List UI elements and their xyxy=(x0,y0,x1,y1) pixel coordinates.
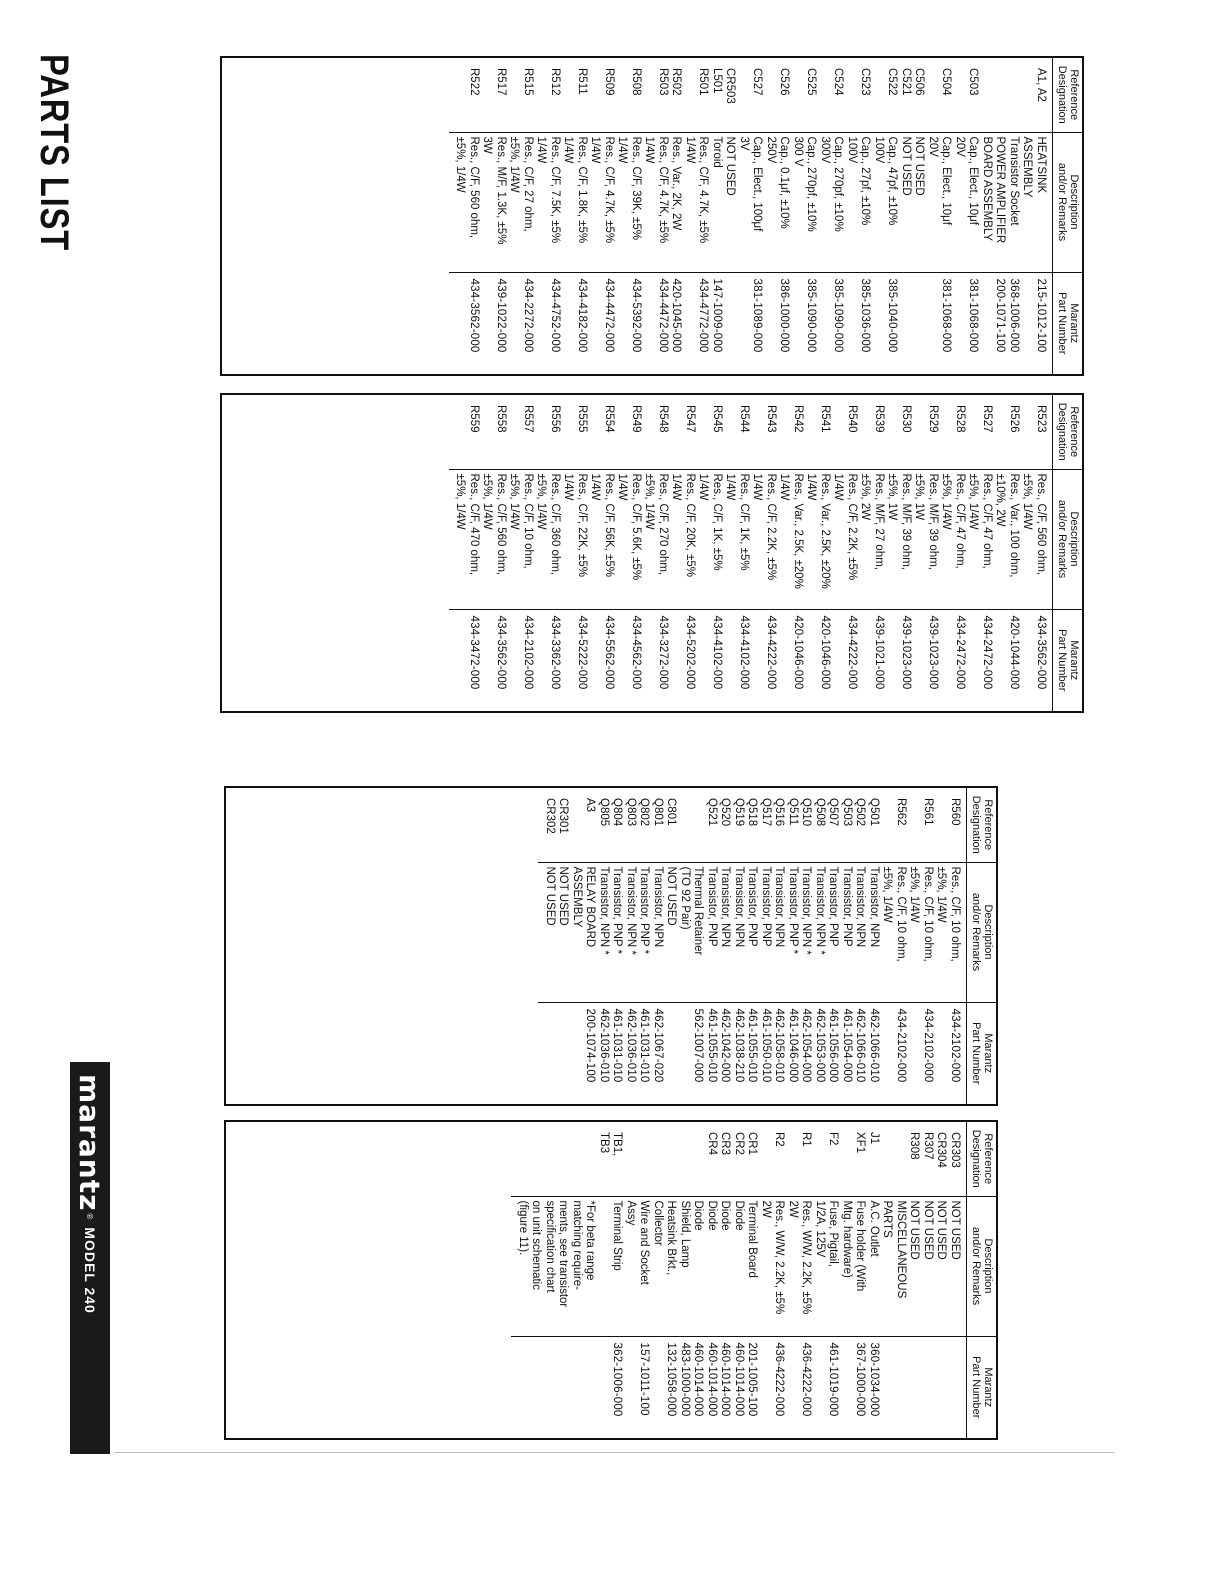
desc-cell: Res., C/F, 10 ohm, ±5%, 1/4W xyxy=(507,469,534,609)
part-number-cell: 381-1089-000 xyxy=(737,272,764,374)
desc-cell: Cap., 0.1μf, ±10% 250V xyxy=(764,132,791,272)
ref-cell: R549 xyxy=(630,405,642,433)
ref-cell: C521 C522 xyxy=(886,68,912,96)
part-number-cell: 157-1011-100 xyxy=(624,1336,651,1438)
part-number-cell: 385-1036-000 xyxy=(845,272,872,374)
header-desc: Description and/or Remarks xyxy=(1053,469,1083,609)
part-number-cell: 439-1021-000 xyxy=(858,609,885,711)
parts-row xyxy=(678,788,705,1104)
part-number-cell: 434-5392-000 xyxy=(615,272,642,374)
ref-cell: R560 xyxy=(949,798,961,826)
part-number-cell: 434-4182-000 xyxy=(561,272,588,374)
parts-row xyxy=(764,58,791,374)
parts-row xyxy=(480,58,507,374)
part-number-cell: 434-3562-000 xyxy=(449,272,480,374)
desc-cell: Shield, Lamp Heatsink Brkt., Collector xyxy=(651,1196,692,1336)
parts-row xyxy=(1020,395,1053,711)
part-number-cell xyxy=(512,1336,597,1438)
ref-cell xyxy=(624,1122,651,1196)
ref-cell: R509 xyxy=(603,68,615,96)
desc-cell: Res., C/F, 4.7K, ±5% 1/4W xyxy=(588,132,615,272)
parts-row xyxy=(907,1122,967,1438)
desc-cell: Wire and Socket Assy xyxy=(624,1196,651,1336)
ref-cell: Q501 Q502 Q503 Q507 Q508 Q510 Q511 Q516 Q517 Q518 Q519 Q520 Q521 xyxy=(706,798,880,827)
parts-row xyxy=(845,58,872,374)
ref-cell: R544 xyxy=(738,405,750,433)
desc-cell: Cap., Elect., 10μf 20V xyxy=(953,132,980,272)
ref-cell: TB1, TB3 xyxy=(598,1132,624,1157)
parts-table-1 xyxy=(220,56,1084,376)
desc-cell: Res., W/W, 2.2K, ±5% 2W xyxy=(786,1196,813,1336)
parts-row xyxy=(993,395,1020,711)
ref-cell: R501 xyxy=(697,68,710,96)
parts-row xyxy=(642,395,669,711)
ref-cell: C504 xyxy=(940,68,953,96)
ref-cell: R556 xyxy=(549,405,561,433)
brand-logo: marantz xyxy=(73,1074,107,1212)
desc-cell: Res., C/F, 27 ohm, ±5%, 1/4W xyxy=(507,132,534,272)
brand-banner xyxy=(70,1062,110,1454)
desc-cell: Res., C/F, 2.2K, ±5% 1/4W xyxy=(831,469,858,609)
part-number-cell: 434-2102-000 xyxy=(507,609,534,711)
part-number-cell: 436-4222-000 xyxy=(759,1336,786,1438)
parts-row xyxy=(926,58,953,374)
parts-row xyxy=(1020,58,1053,374)
ref-cell: R545 xyxy=(711,405,723,433)
ref-cell xyxy=(512,1122,597,1196)
desc-cell: Res., C/F, 2.2K, ±5% 1/4W xyxy=(750,469,777,609)
ref-cell: C527 xyxy=(751,68,764,96)
desc-cell: NOT USED Transistor, NPN Transistor, PNP * Transistor, NPN * Transistor, PNP * Transistor, NPN * RELAY BOARD ASSEMBLY xyxy=(570,862,678,1002)
parts-row xyxy=(651,1122,692,1438)
desc-cell: Res., C/F, 56K, ±5% 1/4W xyxy=(588,469,615,609)
part-number-cell: 434-2272-000 xyxy=(507,272,534,374)
ref-cell: R1 xyxy=(800,1132,813,1147)
ref-cell: R528 xyxy=(954,405,966,433)
parts-row xyxy=(750,395,777,711)
part-number-cell: 434-3362-000 xyxy=(534,609,561,711)
ref-cell xyxy=(980,58,1007,132)
parts-row xyxy=(683,58,710,374)
part-number-cell: 434-4562-000 xyxy=(615,609,642,711)
parts-row xyxy=(570,788,678,1104)
desc-cell: Res., C/F, 22K, ±5% 1/4W xyxy=(561,469,588,609)
model-label: MODEL 240 xyxy=(82,1227,98,1314)
parts-row xyxy=(669,395,696,711)
part-number-cell: 439-1023-000 xyxy=(912,609,939,711)
parts-row xyxy=(880,1122,907,1438)
header-ref: Reference Designation xyxy=(967,1122,997,1196)
page-rule xyxy=(114,1452,1114,1453)
header-pn: Marantz Part Number xyxy=(967,1336,997,1438)
ref-cell: R522 xyxy=(468,68,480,96)
header-ref: Reference Designation xyxy=(1053,395,1083,469)
part-number-cell: 434-3472-000 xyxy=(449,609,480,711)
parts-row xyxy=(953,58,980,374)
header-desc: Description and/or Remarks xyxy=(967,862,997,1002)
desc-cell: Res., C/F, 560 ohm, ±5%, 1/4W xyxy=(449,132,480,272)
desc-cell: NOT USED Toroid xyxy=(710,132,737,272)
parts-row xyxy=(624,1122,651,1438)
desc-cell: Res., C/F, 5.6K, ±5% 1/4W xyxy=(615,469,642,609)
desc-cell: Transistor Socket xyxy=(1007,132,1021,272)
part-number-cell: 434-3562-000 xyxy=(480,609,507,711)
parts-row xyxy=(449,395,480,711)
part-number-cell xyxy=(539,1002,570,1104)
desc-cell: Res., C/F, 10 ohm, ±5%, 1/4W xyxy=(934,862,967,1002)
parts-row xyxy=(1007,58,1021,374)
part-number-cell: 461-1019-000 xyxy=(813,1336,840,1438)
desc-cell: Thermal Retainer (TO 92 Pair) xyxy=(678,862,705,1002)
part-number-cell: 434-3272-000 xyxy=(642,609,669,711)
desc-cell: Fuse, Pigtail, 1/2A, 125V xyxy=(813,1196,840,1336)
header-desc: Description and/or Remarks xyxy=(1053,132,1083,272)
part-number-cell: 385-1040-000 xyxy=(872,272,913,374)
ref-cell: R517 xyxy=(495,68,507,96)
desc-cell: NOT USED NOT USED NOT USED NOT USED xyxy=(907,1196,967,1336)
part-number-cell: 434-2472-000 xyxy=(966,609,993,711)
ref-cell: R508 xyxy=(630,68,642,96)
desc-cell: Res., C/F, 39K, ±5% 1/4W xyxy=(615,132,642,272)
ref-cell: R2 xyxy=(773,1132,786,1147)
part-number-cell: 434-4472-000 xyxy=(588,272,615,374)
desc-cell: Res., C/F, 47 ohm, ±5%, 1/4W xyxy=(966,469,993,609)
desc-cell: Cap., 270pf, ±10% 300 V xyxy=(791,132,818,272)
ref-cell: R526 xyxy=(1008,405,1020,433)
ref-cell: C525 xyxy=(805,68,818,96)
desc-cell: Res., C/F, 270 ohm, ±5%, 1/4W xyxy=(642,469,669,609)
part-number-cell: 386-1000-000 xyxy=(764,272,791,374)
desc-cell: Res., C/F, 1K, ±5% 1/4W xyxy=(723,469,750,609)
desc-cell: Cap., 27pf, ±10% 100V xyxy=(845,132,872,272)
part-number-cell: 147-1009-000 xyxy=(710,272,737,374)
desc-cell: MISCELLANEOUS PARTS xyxy=(880,1196,907,1336)
parts-row xyxy=(934,788,967,1104)
desc-cell: Res., C/F, 10 ohm, ±5%, 1/4W xyxy=(880,862,907,1002)
ref-cell: C524 xyxy=(832,68,845,96)
part-number-cell: 439-1023-000 xyxy=(885,609,912,711)
desc-cell: Res., C/F, 1.8K, ±5% 1/4W xyxy=(561,132,588,272)
ref-cell: A1, A2 xyxy=(1035,68,1047,102)
header-ref: Reference Designation xyxy=(1053,58,1083,132)
ref-cell: R554 xyxy=(603,405,615,433)
desc-cell: Res., C/F, 47 ohm, ±5%, 1/4W xyxy=(939,469,966,609)
part-number-cell: 434-4222-000 xyxy=(750,609,777,711)
part-number-cell: 362-1006-000 xyxy=(597,1336,624,1438)
desc-cell: A.C. Outlet Fuse holder (With Mtg. hardware) xyxy=(840,1196,881,1336)
parts-row xyxy=(597,1122,624,1438)
parts-row xyxy=(912,58,926,374)
parts-row xyxy=(642,58,683,374)
parts-row xyxy=(507,58,534,374)
part-number-cell: 434-2102-000 xyxy=(880,1002,907,1104)
parts-table-3 xyxy=(224,786,998,1106)
ref-cell xyxy=(880,1122,907,1196)
header-desc: Description and/or Remarks xyxy=(967,1196,997,1336)
parts-row xyxy=(615,58,642,374)
ref-cell: J1 XF1 xyxy=(854,1132,880,1154)
ref-cell: R541 xyxy=(819,405,831,433)
part-number-cell: 434-4752-000 xyxy=(534,272,561,374)
desc-cell: Cap., Elect., 10μf 20V xyxy=(926,132,953,272)
parts-row xyxy=(691,1122,759,1438)
parts-row xyxy=(561,395,588,711)
ref-cell: R515 xyxy=(522,68,534,96)
desc-cell: Res., W/W, 2.2K, ±5% 2W xyxy=(759,1196,786,1336)
desc-cell: NOT USED Cap., 47pf, ±10% 100V xyxy=(872,132,913,272)
ref-cell: R523 xyxy=(1035,405,1047,433)
desc-cell: Res., Var., 2K, 2W Res., C/F, 4.7K, ±5% 1/4W xyxy=(642,132,683,272)
desc-cell: Cap., Elect., 100μf 3V xyxy=(737,132,764,272)
ref-cell: CR503 L501 xyxy=(711,68,737,104)
ref-cell: R530 xyxy=(900,405,912,433)
ref-cell: C503 xyxy=(967,68,980,96)
ref-cell xyxy=(651,1122,692,1196)
ref-cell: CR1 CR2 CR3 CR4 xyxy=(706,1132,759,1156)
ref-cell: R559 xyxy=(468,405,480,433)
part-number-cell: 420-1046-000 xyxy=(804,609,831,711)
parts-row xyxy=(840,1122,881,1438)
part-number-cell: 385-1090-000 xyxy=(791,272,818,374)
part-number-cell: 434-4102-000 xyxy=(696,609,723,711)
parts-table-4 xyxy=(224,1120,998,1440)
ref-cell: R512 xyxy=(549,68,561,96)
part-number-cell: 434-5202-000 xyxy=(669,609,696,711)
part-number-cell: 483-1000-000 132-1058-000 xyxy=(651,1336,692,1438)
ref-cell: C801 Q801 Q802 Q803 Q804 Q805 A3 xyxy=(584,798,678,827)
header-pn: Marantz Part Number xyxy=(1053,609,1083,711)
part-number-cell: 436-4222-000 xyxy=(786,1336,813,1438)
desc-cell: Cap., 270pf, ±10% 300V xyxy=(818,132,845,272)
ref-cell: R562 xyxy=(895,798,907,826)
desc-cell: Res., M/F, 39 ohm, ±5%, 1W xyxy=(912,469,939,609)
parts-row xyxy=(907,788,934,1104)
ref-cell: R548 xyxy=(657,405,669,433)
ref-cell: CR301 CR302 xyxy=(544,798,570,834)
parts-row xyxy=(831,395,858,711)
parts-row xyxy=(858,395,885,711)
parts-row xyxy=(872,58,913,374)
desc-cell: Res., C/F, 1K, ±5% 1/4W xyxy=(696,469,723,609)
parts-row xyxy=(705,788,881,1104)
part-number-cell: 434-4772-000 xyxy=(683,272,710,374)
parts-row xyxy=(966,395,993,711)
ref-cell: CR303 CR304 R307 R308 xyxy=(908,1132,961,1168)
part-number-cell: 200-1071-100 xyxy=(980,272,1007,374)
ref-cell: R555 xyxy=(576,405,588,433)
desc-cell: Res., C/F, 360 ohm, ±5%, 1/4W xyxy=(534,469,561,609)
desc-cell: Res., C/F, 7.5K, ±5% 1/4W xyxy=(534,132,561,272)
part-number-cell xyxy=(912,272,926,374)
part-number-cell: 462-1066-010 462-1066-010 461-1054-000 461-1056-000 462-1053-000 462-1054-000 461-1046-000 462-1058-010 461-1050-010 461-1055-010 462-1038-210 462-1042-000 461-1055-010 xyxy=(705,1002,881,1104)
part-number-cell: 434-2102-000 xyxy=(934,1002,967,1104)
parts-row xyxy=(759,1122,786,1438)
trademark-mark: ® xyxy=(85,1213,95,1220)
ref-cell: R543 xyxy=(765,405,777,433)
part-number-cell: 420-1046-000 xyxy=(777,609,804,711)
part-number-cell: 368-1006-000 xyxy=(1007,272,1021,374)
part-number-cell: 462-1067-020 461-1031-010 462-1036-010 461-1031-010 462-1036-010 200-1074-100 xyxy=(570,1002,678,1104)
parts-row xyxy=(813,1122,840,1438)
parts-row xyxy=(561,58,588,374)
part-number-cell: 434-4102-000 xyxy=(723,609,750,711)
parts-row xyxy=(912,395,939,711)
ref-cell: C506 xyxy=(913,68,926,96)
parts-row xyxy=(534,58,561,374)
parts-row xyxy=(723,395,750,711)
ref-cell: R558 xyxy=(495,405,507,433)
desc-cell: POWER AMPLIFIER BOARD ASSEMBLY xyxy=(980,132,1007,272)
desc-cell: HEATSINK ASSEMBLY xyxy=(1020,132,1053,272)
ref-cell: R540 xyxy=(846,405,858,433)
header-pn: Marantz Part Number xyxy=(967,1002,997,1104)
desc-cell: Res., C/F, 560 ohm, ±5%, 1/4W xyxy=(480,469,507,609)
parts-row xyxy=(880,788,907,1104)
header-pn: Marantz Part Number xyxy=(1053,272,1083,374)
parts-row xyxy=(980,58,1007,374)
part-number-cell: 201-1005-100 460-1014-000 460-1014-000 460-1014-000 460-1014-000 xyxy=(691,1336,759,1438)
ref-cell: C523 xyxy=(859,68,872,96)
desc-cell: NOT USED NOT USED xyxy=(539,862,570,1002)
desc-cell: *For beta range matching require- ments, see transistor specification chart on unit schematic (figure 11). xyxy=(512,1196,597,1336)
desc-cell: Res., M/F, 27 ohm, ±5%, 2W xyxy=(858,469,885,609)
part-number-cell: 420-1044-000 xyxy=(993,609,1020,711)
desc-cell: Res., C/F, 560 ohm, ±5%, 1/4W xyxy=(1020,469,1053,609)
part-number-cell: 215-1012-100 xyxy=(1020,272,1053,374)
parts-row xyxy=(534,395,561,711)
parts-row xyxy=(818,58,845,374)
desc-cell: Res., M/F, 39 ohm, ±5%, 1W xyxy=(885,469,912,609)
desc-cell: Res., C/F, 10 ohm, ±5%, 1/4W xyxy=(907,862,934,1002)
part-number-cell xyxy=(907,1336,967,1438)
ref-cell: R547 xyxy=(684,405,696,433)
desc-cell: Res., Var., 2.5K, ±20% 1/4W xyxy=(804,469,831,609)
part-number-cell: 434-4222-000 xyxy=(831,609,858,711)
part-number-cell xyxy=(880,1336,907,1438)
desc-cell: Res., Var., 100 ohm, ±10%, 2W xyxy=(993,469,1020,609)
desc-cell: Res., Var., 2.5K, ±20% 1/4W xyxy=(777,469,804,609)
ref-cell: R561 xyxy=(922,798,934,826)
parts-row xyxy=(777,395,804,711)
page-title: PARTS LIST xyxy=(32,54,76,252)
header-ref: Reference Designation xyxy=(967,788,997,862)
ref-cell: R527 xyxy=(981,405,993,433)
parts-table-2 xyxy=(220,393,1084,713)
parts-row xyxy=(512,1122,597,1438)
parts-row xyxy=(885,395,912,711)
ref-cell xyxy=(678,788,705,862)
part-number-cell: 434-2102-000 xyxy=(907,1002,934,1104)
part-number-cell: 381-1068-000 xyxy=(953,272,980,374)
desc-cell: Res., C/F, 20K, ±5% 1/4W xyxy=(669,469,696,609)
ref-cell: R502 R503 xyxy=(657,68,683,96)
part-number-cell: 434-5222-000 xyxy=(561,609,588,711)
parts-row xyxy=(615,395,642,711)
ref-cell: R539 xyxy=(873,405,885,433)
desc-cell: Transistor, NPN Transistor, NPN Transistor, PNP Transistor, PNP Transistor, NPN * Transistor, NPN * Transistor, PNP * Transistor, NPN Transistor, PNP Transistor, PNP Transistor, NPN Transistor, NPN Transistor, PNP xyxy=(705,862,881,1002)
parts-row xyxy=(539,788,570,1104)
desc-cell: Res., C/F, 470 ohm, ±5%, 1/4W xyxy=(449,469,480,609)
desc-cell: NOT USED xyxy=(912,132,926,272)
part-number-cell: 434-3562-000 xyxy=(1020,609,1053,711)
parts-row xyxy=(791,58,818,374)
desc-cell: Terminal Strip xyxy=(597,1196,624,1336)
parts-row xyxy=(786,1122,813,1438)
part-number-cell: 360-1034-000 367-1000-000 xyxy=(840,1336,881,1438)
ref-cell: R557 xyxy=(522,405,534,433)
part-number-cell: 420-1045-000 434-4472-000 xyxy=(642,272,683,374)
part-number-cell: 434-5562-000 xyxy=(588,609,615,711)
parts-row xyxy=(696,395,723,711)
parts-row xyxy=(588,58,615,374)
desc-cell: Res., M/F, 1.3K, ±5% 3W xyxy=(480,132,507,272)
parts-row xyxy=(480,395,507,711)
parts-row xyxy=(737,58,764,374)
ref-cell: R529 xyxy=(927,405,939,433)
parts-row xyxy=(804,395,831,711)
parts-row xyxy=(710,58,737,374)
parts-row xyxy=(507,395,534,711)
desc-cell: Res., C/F, 4.7K, ±5% 1/4W xyxy=(683,132,710,272)
ref-cell: R542 xyxy=(792,405,804,433)
part-number-cell: 439-1022-000 xyxy=(480,272,507,374)
parts-row xyxy=(939,395,966,711)
part-number-cell: 562-1007-000 xyxy=(678,1002,705,1104)
ref-cell: F2 xyxy=(827,1132,840,1146)
part-number-cell: 434-2472-000 xyxy=(939,609,966,711)
parts-row xyxy=(588,395,615,711)
ref-cell xyxy=(1007,58,1021,132)
ref-cell: R511 xyxy=(576,68,588,95)
desc-cell: Terminal Board Diode Diode Diode Diode xyxy=(691,1196,759,1336)
part-number-cell: 385-1090-000 xyxy=(818,272,845,374)
ref-cell: C526 xyxy=(778,68,791,96)
parts-row xyxy=(449,58,480,374)
part-number-cell: 381-1068-000 xyxy=(926,272,953,374)
